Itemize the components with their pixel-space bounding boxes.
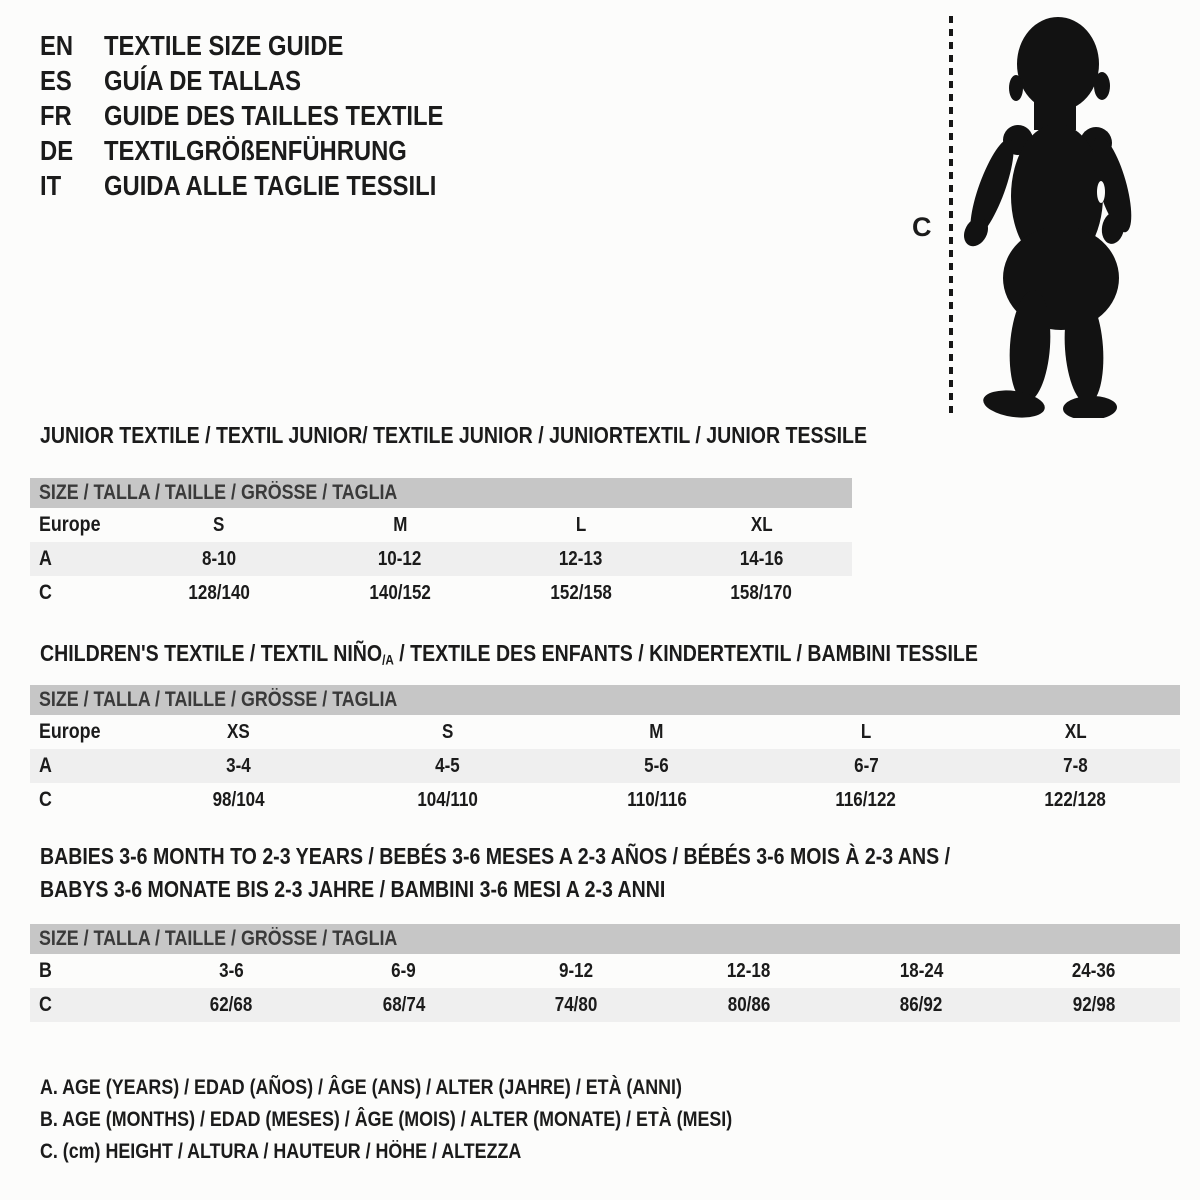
lang-code: FR <box>40 100 72 131</box>
row-label: B <box>39 959 52 982</box>
table-cell: 3-4 <box>225 755 251 777</box>
table-cell: 92/98 <box>1072 994 1116 1016</box>
elbow-gap <box>1097 181 1105 203</box>
table-cell: 140/152 <box>369 582 431 604</box>
row-label: Europe <box>39 513 101 536</box>
lang-row-it <box>40 168 503 203</box>
table-cell: 74/80 <box>554 994 598 1016</box>
size-header-bar: SIZE / TALLA / TAILLE / GRÖSSE / TAGLIA <box>30 924 1180 954</box>
measurement-legend <box>40 1072 854 1168</box>
guide-title-de: TEXTILGRÖßENFÜHRUNG <box>104 135 407 166</box>
table-cell: 116/122 <box>835 789 897 811</box>
guide-title-fr: GUIDE DES TAILLES TEXTILE <box>104 100 444 131</box>
table-row <box>30 749 1180 783</box>
table-cell: 14-16 <box>739 548 784 570</box>
table-cell: 128/140 <box>188 582 250 604</box>
section-title-children: CHILDREN'S TEXTILE / TEXTIL $NIÑO_{/A}$ / TEXTILE DES ENFANTS / KINDERTEXTIL / BAMBINI TESSILE <box>40 640 978 668</box>
table-cell: 104/110 <box>417 789 478 811</box>
table-cell: 12-13 <box>558 548 603 570</box>
table-row <box>30 783 1180 817</box>
table-cell: 86/92 <box>899 994 943 1016</box>
legend-height-cm: C. (cm) HEIGHT / ALTURA / HAUTEUR / HÖHE / ALTEZZA <box>40 1140 522 1163</box>
table-cell: 9-12 <box>559 960 594 982</box>
table-cell: 3-6 <box>218 960 244 982</box>
table-cell: M <box>392 514 407 536</box>
table-row <box>30 954 1180 988</box>
table-cell: 62/68 <box>209 994 253 1016</box>
size-header-bar: SIZE / TALLA / TAILLE / GRÖSSE / TAGLIA <box>30 478 852 508</box>
table-cell: 18-24 <box>899 960 943 982</box>
table-cell: 6-9 <box>391 960 417 982</box>
lang-row-es <box>40 63 503 98</box>
legend-age-years: A. AGE (YEARS) / EDAD (AÑOS) / ÂGE (ANS) / ALTER (JAHRE) / ETÀ (ANNI) <box>40 1076 682 1099</box>
table-row <box>30 576 852 610</box>
lang-row-en <box>40 28 503 63</box>
table-cell: XL <box>750 514 773 536</box>
table-cell: L <box>575 514 586 536</box>
table-cell: 12-18 <box>727 960 771 982</box>
toddler-shape <box>962 17 1138 418</box>
nino-a-subscript: /A <box>382 652 394 668</box>
table-row <box>30 542 852 576</box>
table-cell: XL <box>1064 721 1087 743</box>
row-label: Europe <box>39 720 101 743</box>
table-cell: 4-5 <box>435 755 460 777</box>
lang-code: ES <box>40 65 72 96</box>
lang-code: IT <box>40 170 62 201</box>
guide-title-es: GUÍA DE TALLAS <box>104 65 302 96</box>
table-cell: 110/116 <box>626 789 687 811</box>
table-cell: 6-7 <box>853 755 879 777</box>
height-measure-dashed-line <box>949 16 953 418</box>
row-label: A <box>39 547 52 570</box>
table-cell: 7-8 <box>1063 755 1088 777</box>
table-cell: 80/86 <box>727 994 771 1016</box>
size-header-bar: SIZE / TALLA / TAILLE / GRÖSSE / TAGLIA <box>30 685 1180 715</box>
table-cell: 122/128 <box>1044 789 1107 811</box>
section-title-babies-line2: BABYS 3-6 MONATE BIS 2-3 JAHRE / BAMBINI 3-6 MESI A 2-3 ANNI <box>40 876 666 902</box>
table-cell: 98/104 <box>212 789 265 811</box>
row-label: C <box>39 993 52 1016</box>
table-cell: XS <box>226 721 250 743</box>
table-cell: L <box>860 721 872 743</box>
table-cell: S <box>213 514 225 536</box>
babies-size-table <box>30 924 1180 1022</box>
section-title-junior: JUNIOR TEXTILE / TEXTIL JUNIOR/ TEXTILE JUNIOR / JUNIORTEXTIL / JUNIOR TESSILE <box>40 422 868 448</box>
row-label: A <box>39 754 52 777</box>
lang-row-fr <box>40 98 503 133</box>
guide-title-en: TEXTILE SIZE GUIDE <box>104 30 344 61</box>
table-row <box>30 715 1180 749</box>
row-label: C <box>39 788 52 811</box>
table-cell: S <box>441 721 454 743</box>
language-title-list <box>40 28 503 203</box>
table-cell: 8-10 <box>202 548 237 570</box>
lang-code: EN <box>40 30 74 61</box>
table-cell: 68/74 <box>382 994 426 1016</box>
table-cell: 5-6 <box>644 755 670 777</box>
children-size-table <box>30 685 1180 817</box>
table-cell: 10-12 <box>378 548 422 570</box>
table-row <box>30 508 852 542</box>
row-label: C <box>39 581 52 604</box>
table-cell: 158/170 <box>730 582 793 604</box>
toddler-silhouette <box>962 14 1138 418</box>
legend-age-months: B. AGE (MONTHS) / EDAD (MESES) / ÂGE (MOIS) / ALTER (MONATE) / ETÀ (MESI) <box>40 1108 733 1131</box>
table-cell: 24-36 <box>1072 960 1116 982</box>
table-cell: M <box>649 721 664 743</box>
lang-code: DE <box>40 135 74 166</box>
table-row <box>30 988 1180 1022</box>
section-title-babies-line1: BABIES 3-6 MONTH TO 2-3 YEARS / BEBÉS 3-6 MESES A 2-3 AÑOS / BÉBÉS 3-6 MOIS À 2-3 ANS / <box>40 843 951 869</box>
table-cell: 152/158 <box>550 582 612 604</box>
height-measure-label: C <box>912 212 932 242</box>
lang-row-de <box>40 133 503 168</box>
junior-size-table <box>30 478 852 610</box>
guide-title-it: GUIDA ALLE TAGLIE TESSILI <box>104 170 437 201</box>
